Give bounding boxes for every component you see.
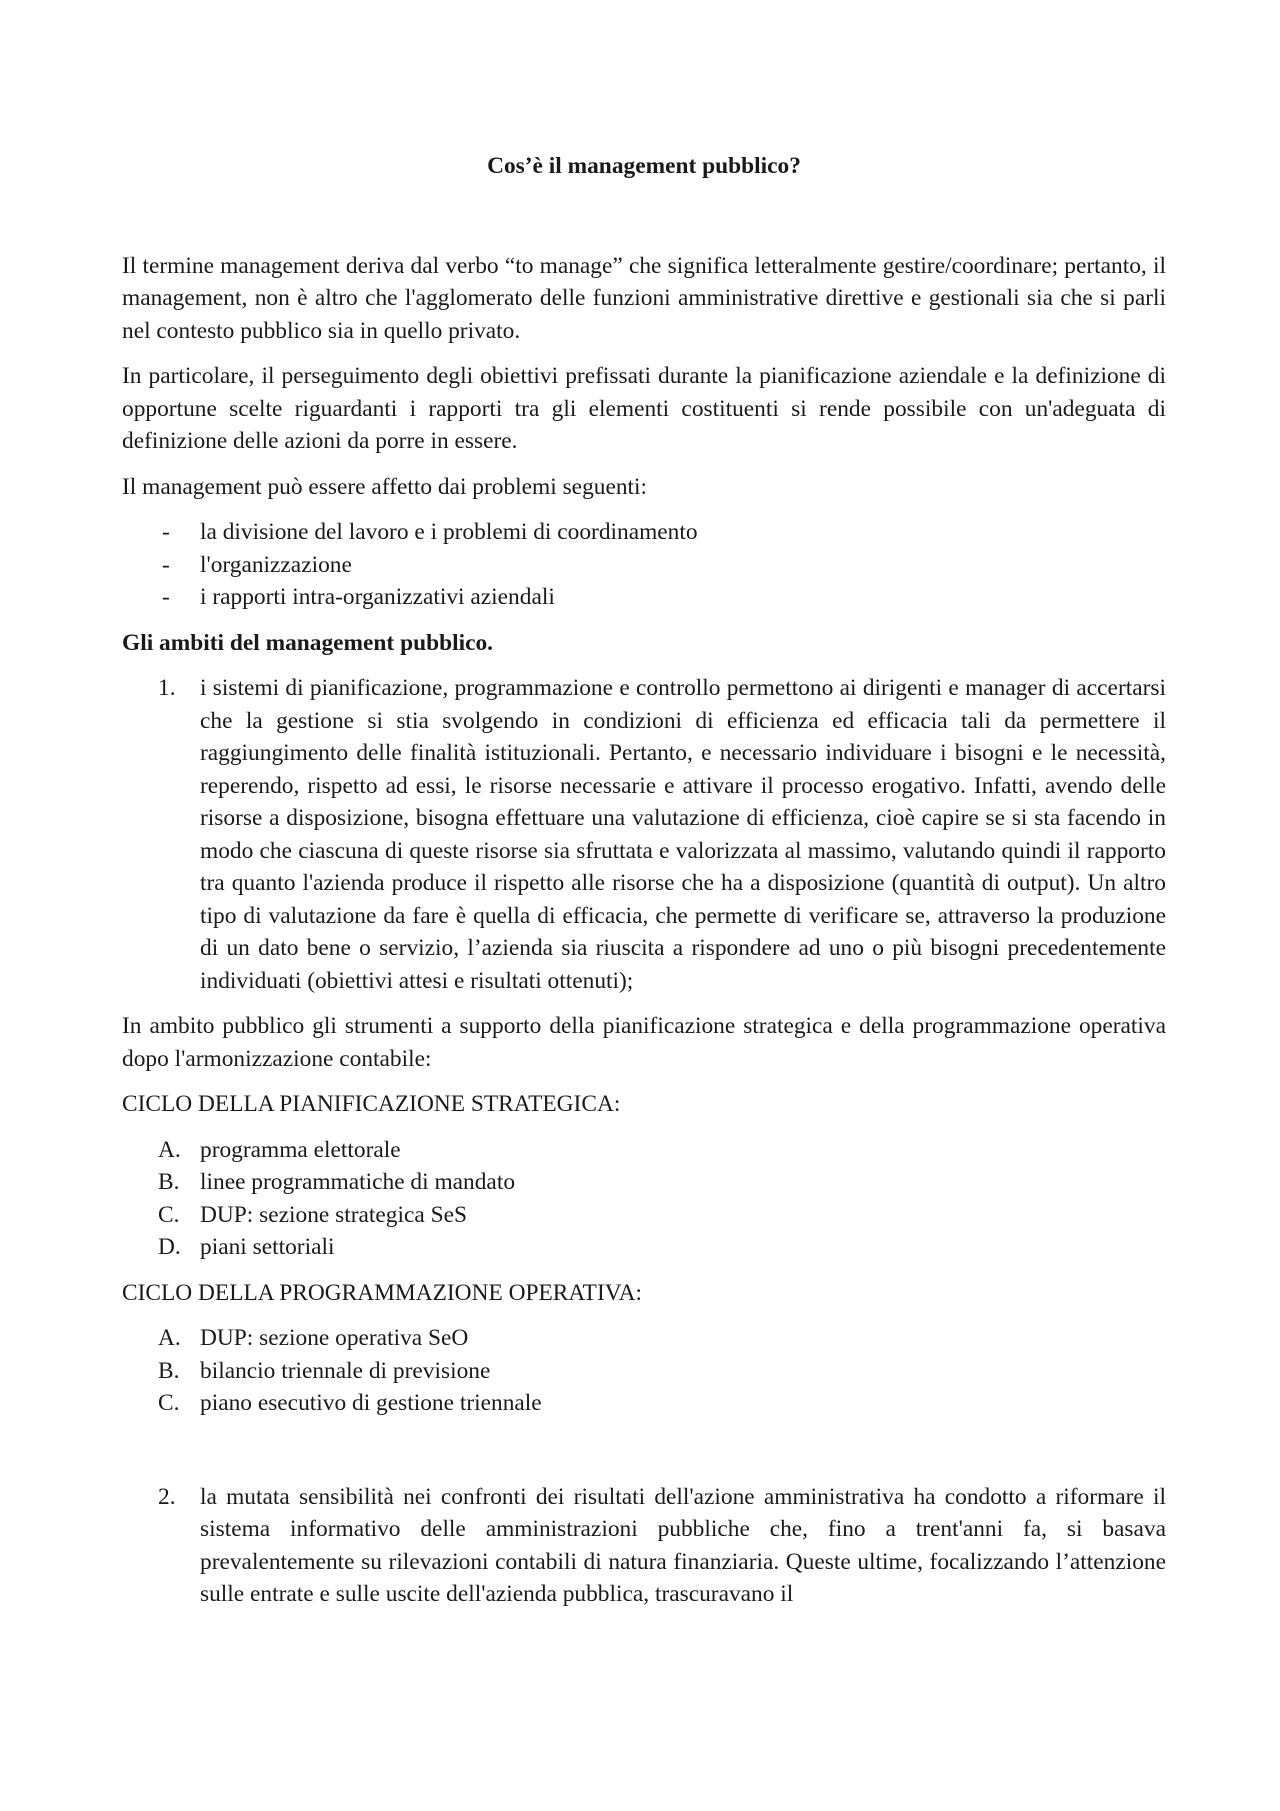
list-item <box>122 1134 1166 1167</box>
ambiti-list-1 <box>122 672 1166 997</box>
list-item <box>122 1166 1166 1199</box>
ambiti-list-2 <box>122 1481 1166 1611</box>
letter-marker: A. <box>158 1325 181 1351</box>
list-item <box>122 672 1166 997</box>
ciclo-strategico-list <box>122 1134 1166 1264</box>
page-title: Cos’è il management pubblico? <box>487 153 801 179</box>
dash-marker: - <box>162 551 170 578</box>
document-body <box>122 150 1166 1624</box>
ciclo-operativo-list <box>122 1322 1166 1420</box>
letter-marker: B. <box>158 1357 180 1384</box>
list-item-text: programma elettorale <box>200 1136 401 1163</box>
problemi-paragraph: Il management può essere affetto dai problemi seguenti: <box>122 473 648 500</box>
list-item-text: linee programmatiche di mandato <box>200 1169 516 1195</box>
list-item <box>122 516 1166 549</box>
list-item <box>122 1481 1166 1611</box>
particolare-paragraph: In particolare, il perseguimento degli obiettivi prefissati durante la pianificazione aziendale e la definizione di opportune scelte riguardanti i rapporti tra gli elementi costituenti si rende possibile con un'adeguata di definizione delle azioni da porre in essere. <box>122 363 1166 454</box>
list-item-text: i sistemi di pianificazione, programmazione e controllo permettono ai dirigenti e manager di accertarsi che la gestione si stia svolgendo in condizioni di efficienza ed efficacia tali da permettere il raggiungimento delle finalità istituzionali. Pertanto, e necessario individuare i bisogni e le necessità, reperendo, rispetto ad essi, le risorse necessarie e attivare il processo erogativo. Infatti, avendo delle risorse a disposizione, bisogna effettuare una valutazione di efficienza, cioè capire se si sta facendo in modo che ciascuna di queste risorse sia sfruttata e valorizzata al massimo, valutando quindi il rapporto tra quanto l'azienda produce il rispetto alle risorse che ha a disposizione (quantità di output). Un altro tipo di valutazione da fare è quella di efficacia, che permette di verificare se, attraverso la produzione di un dato bene o servizio, l’azienda sia riuscita a rispondere ad uno o più bisogni precedentemente individuati (obiettivi attesi e risultati ottenuti); <box>200 675 1166 994</box>
list-item-text: la divisione del lavoro e i problemi di coordinamento <box>200 519 698 545</box>
ciclo-strategico-label: CICLO DELLA PIANIFICAZIONE STRATEGICA: <box>122 1091 621 1117</box>
intro-paragraph: Il termine management deriva dal verbo “to manage” che significa letteralmente gestire/coordinare; pertanto, il management, non è altro che l'agglomerato delle funzioni amministrative direttive e gestionali sia che si parli nel contesto pubblico sia in quello privato. <box>122 252 1166 344</box>
list-item-text: l'organizzazione <box>200 551 352 578</box>
number-marker: 1. <box>158 675 176 701</box>
list-item-text: i rapporti intra-organizzativi aziendali <box>200 584 555 610</box>
list-item-text: piano esecutivo di gestione triennale <box>200 1390 542 1416</box>
letter-marker: B. <box>158 1169 180 1195</box>
section-heading: Gli ambiti del management pubblico. <box>122 629 494 656</box>
ciclo-operativo-label: CICLO DELLA PROGRAMMAZIONE OPERATIVA: <box>122 1279 643 1306</box>
list-item <box>122 1199 1166 1232</box>
list-item-text: DUP: sezione strategica SeS <box>200 1201 467 1228</box>
list-item-text: la mutata sensibilità nei confronti dei risultati dell'azione amministrativa ha condotto a riformare il sistema informativo delle amministrazioni pubbliche che, fino a trent'anni fa, si basava prevalentemente su rilevazioni contabili di natura finanziaria. Queste ultime, focalizzando l’attenzione sulle entrate e sulle uscite dell'azienda pubblica, trascuravano il <box>200 1483 1166 1607</box>
list-item-text: bilancio triennale di previsione <box>200 1357 491 1384</box>
strumenti-paragraph: In ambito pubblico gli strumenti a supporto della pianificazione strategica e della programmazione operativa dopo l'armonizzazione contabile: <box>122 1013 1166 1072</box>
letter-marker: C. <box>158 1201 180 1228</box>
letter-marker: D. <box>158 1234 181 1260</box>
list-item <box>122 549 1166 582</box>
list-item <box>122 1355 1166 1388</box>
problems-list <box>122 516 1166 614</box>
list-item <box>122 1387 1166 1420</box>
vertical-spacer <box>122 1433 1166 1481</box>
list-item <box>122 581 1166 614</box>
letter-marker: A. <box>158 1136 181 1163</box>
number-marker: 2. <box>158 1483 176 1510</box>
list-item-text: piani settoriali <box>200 1234 335 1260</box>
list-item <box>122 1322 1166 1355</box>
dash-marker: - <box>162 519 170 545</box>
list-item-text: DUP: sezione operativa SeO <box>200 1325 469 1351</box>
list-item <box>122 1231 1166 1264</box>
dash-marker: - <box>162 584 170 610</box>
letter-marker: C. <box>158 1390 180 1416</box>
